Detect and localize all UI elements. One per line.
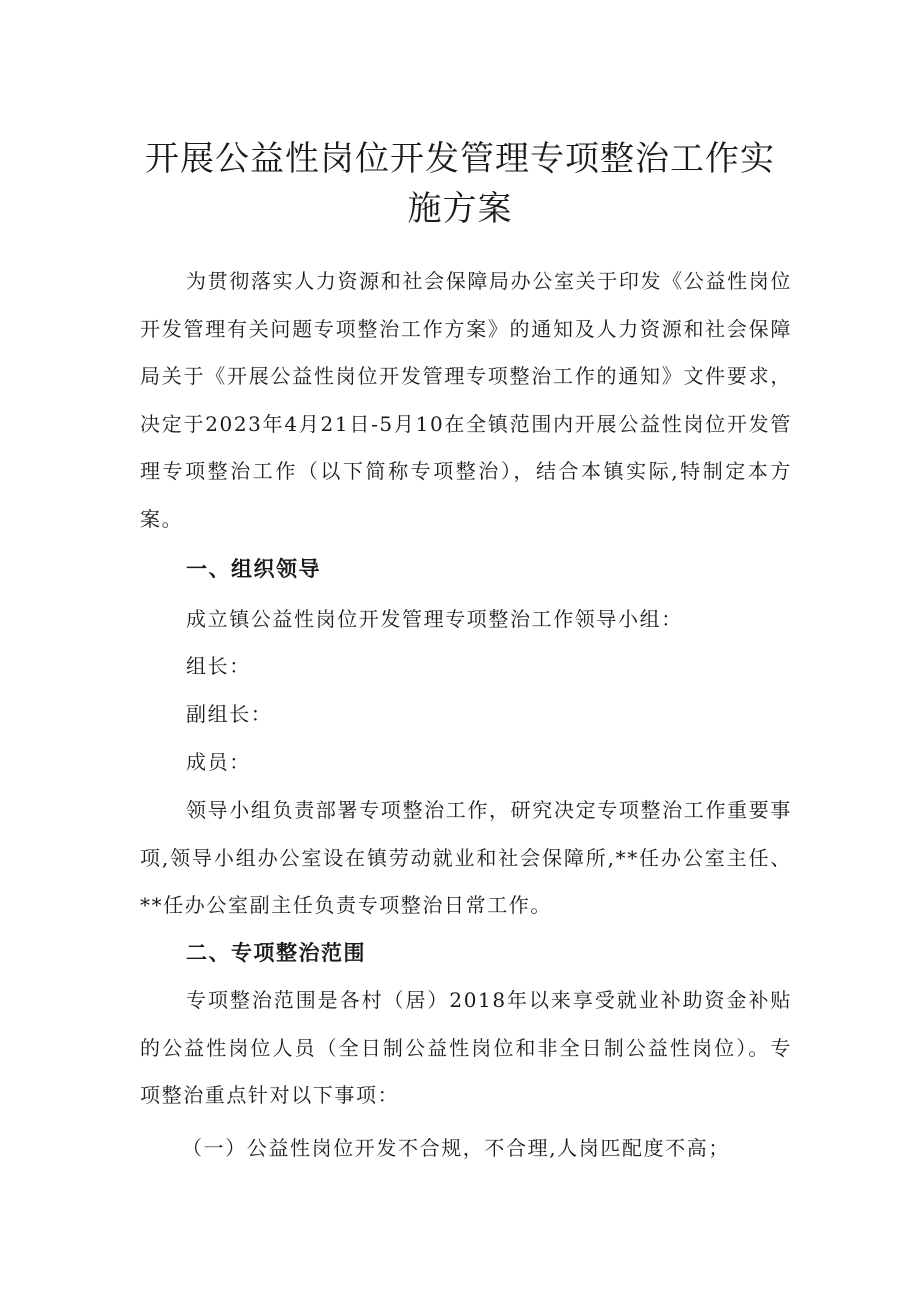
- section-2-heading: 二、专项整治范围: [186, 941, 366, 965]
- intro-paragraph: 为贯彻落实人力资源和社会保障局办公室关于印发《公益性岗位开发管理有关问题专项整治工作方案》的通知及人力资源和社会保障局关于《开展公益性岗位开发管理专项整治工作的通知》文件要求，决定于2023年4月21日-5月10在全镇范围内开展公益性岗位开发管理专项整治工作（以下简称专项整治），结合本镇实际,特制定本方案。: [140, 269, 792, 531]
- document-title-line-2: 施方案: [407, 189, 513, 229]
- group-leader-label: 组长：: [186, 654, 251, 678]
- group-duty-paragraph: 领导小组负责部署专项整治工作，研究决定专项整治工作重要事项,领导小组办公室设在镇劳动就业和社会保障所,**任办公室主任、**任办公室副主任负责专项整治日常工作。: [140, 798, 792, 918]
- scope-item-1: （一）公益性岗位开发不合规，不合理,人岗匹配度不高；: [182, 1136, 730, 1160]
- section-1-heading: 一、组织领导: [186, 557, 321, 581]
- leading-group-intro: 成立镇公益性岗位开发管理专项整治工作领导小组：: [186, 607, 683, 631]
- members-label: 成员：: [186, 750, 251, 774]
- scope-paragraph: 专项整治范围是各村（居）2018年以来享受就业补助资金补贴的公益性岗位人员（全日制公益性岗位和非全日制公益性岗位）。专项整治重点针对以下事项：: [140, 988, 792, 1108]
- deputy-leader-label: 副组长：: [186, 702, 273, 726]
- document-title-line-1: 开展公益性岗位开发管理专项整治工作实: [145, 139, 775, 179]
